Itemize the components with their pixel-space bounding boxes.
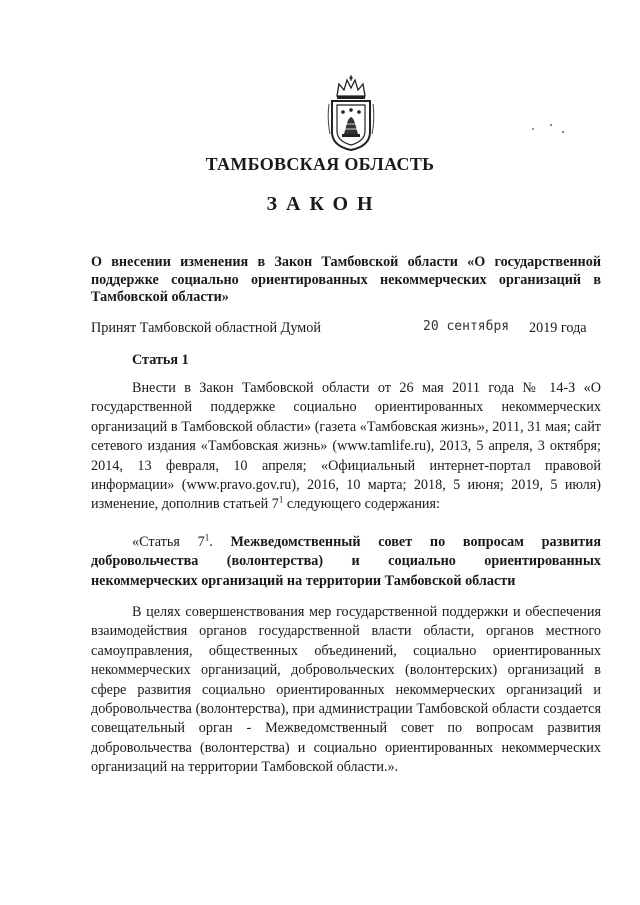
article-body-text: Внести в Закон Тамбовской области от 26 мая 2011 года № 14-З «О государственной поддержке социально ориентированных некоммерческих организаций в Тамбовской области» (газета «Тамбовская жизнь», 2011, 31 мая; сайт сетевого издания «Тамбовская жизнь» (www.tamlife.ru), 2013, 5 апреля, 3 октября; 2014, 13 февраля, 10 апреля; «Официальный интернет-портал правовой информации» (www.pravo.gov.ru), 2016, 10 марта; 2018, 5 июня; 2019, 5 июля) изменение, дополнив статьей 7 [91, 380, 601, 513]
article-body-paragraph [91, 379, 601, 515]
coat-of-arms-icon [327, 74, 375, 152]
article-number-superscript: 1 [278, 494, 284, 505]
quoted-article-title: Межведомственный совет по вопросам развития добровольчества (волонтерства) и социально ориентированных некоммерческих организаций на территории Тамбовской области [91, 534, 601, 589]
scan-speck [550, 124, 552, 126]
quoted-article-dot: . [209, 534, 213, 550]
law-subject-title: О внесении изменения в Закон Тамбовской области «О государственной поддержке социально ориентированных некоммерческих организаций в Тамбовской области» [91, 254, 601, 305]
adopted-by: Принят Тамбовской областной Думой [91, 320, 321, 336]
quoted-article-heading [91, 533, 601, 591]
quoted-article-superscript: 1 [204, 532, 210, 543]
region-title: ТАМБОВСКАЯ ОБЛАСТЬ [205, 154, 435, 174]
scan-speck [532, 128, 534, 130]
scan-speck [562, 131, 564, 133]
article-body-tail: следующего содержания: [283, 496, 440, 513]
adoption-date: 20 сентября [423, 319, 510, 334]
adoption-line [91, 320, 601, 340]
quoted-article-prefix: «Статья 7 [132, 534, 205, 550]
document-type-title: ЗАКОН [266, 193, 382, 215]
quoted-article-body: В целях совершенствования мер государственной поддержки и обеспечения взаимодействия органов государственной власти области, органов местного самоуправления, общественных объединений, социально ориентированных некоммерческих организаций, добровольческих (волонтерских) организаций в сфере развития социально ориентированных некоммерческих организаций и добровольчества (волонтерства), при администрации Тамбовской области создается совещательный орган - Межведомственный совет по вопросам развития добровольчества (волонтерства) и социально ориентированных некоммерческих организаций на территории Тамбовской области.». [91, 604, 601, 776]
adoption-year: 2019 года [529, 320, 587, 336]
article-heading: Статья 1 [132, 352, 189, 368]
